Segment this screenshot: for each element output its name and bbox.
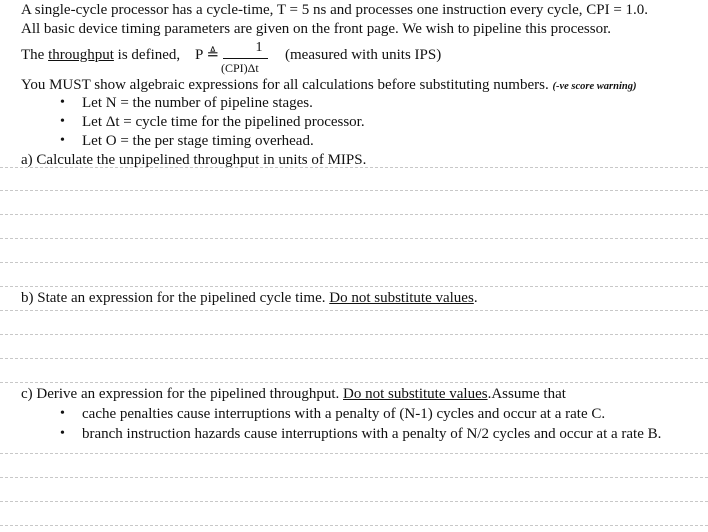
fraction-bar [223, 58, 268, 59]
question-b-text: b) State an expression for the pipelined cycle time. [21, 290, 330, 306]
throughput-definition [21, 46, 180, 64]
answer-line [0, 262, 708, 263]
answer-line [0, 358, 708, 359]
instruction-text: You MUST show algebraic expressions for all calculations before substituting numbers. [21, 77, 549, 93]
bullet-icon: • [60, 95, 65, 110]
bullet-icon: • [60, 114, 65, 129]
answer-line [0, 525, 708, 526]
throughput-prefix: The [21, 47, 49, 63]
question-b-emphasis: Do not substitute values [329, 290, 474, 306]
bullet-icon: • [60, 133, 65, 148]
answer-line [0, 286, 708, 287]
throughput-term: throughput [48, 47, 114, 63]
answer-line [0, 382, 708, 383]
fraction-denominator: (CPI)Δt [221, 61, 259, 75]
throughput-middle: is defined, [113, 47, 181, 63]
question-b [21, 289, 478, 307]
bullet-icon: • [60, 406, 65, 421]
intro-line-2: All basic device timing parameters are given on the front page. We wish to pipeline this processor. [21, 21, 612, 37]
answer-line [0, 477, 708, 478]
intro-line-1: A single-cycle processor has a cycle-time, T = 5 ns and processes one instruction every cycle, CPI = 1.0. [21, 2, 649, 18]
answer-line [0, 214, 708, 215]
fraction-numerator: 1 [255, 40, 263, 55]
answer-line [0, 310, 708, 311]
definition-o: Let O = the per stage timing overhead. [82, 133, 314, 149]
answer-line [0, 334, 708, 335]
answer-line [0, 238, 708, 239]
question-c-text: c) Derive an expression for the pipelined throughput. [21, 386, 343, 402]
instruction-line [21, 76, 636, 96]
question-a: a) Calculate the unpipelined throughput in units of MIPS. [21, 152, 367, 168]
throughput-units: (measured with units IPS) [285, 47, 442, 63]
bullet-icon: • [60, 426, 65, 441]
answer-line [0, 190, 708, 191]
definition-delta-t: Let Δt = cycle time for the pipelined processor. [82, 114, 365, 130]
question-c-suffix: .Assume that [487, 386, 566, 402]
throughput-symbol: P ≜ [195, 47, 220, 63]
question-b-suffix: . [473, 290, 478, 306]
answer-line [0, 167, 708, 168]
score-warning: (-ve score warning) [552, 81, 637, 92]
definition-n: Let N = the number of pipeline stages. [82, 95, 313, 111]
answer-line [0, 453, 708, 454]
question-c [21, 385, 566, 403]
answer-line [0, 501, 708, 502]
question-c-emphasis: Do not substitute values [343, 386, 488, 402]
cache-penalty-assumption: cache penalties cause interruptions with a penalty of (N-1) cycles and occur at a rate C. [82, 406, 606, 422]
branch-hazard-assumption: branch instruction hazards cause interruptions with a penalty of N/2 cycles and occur at a rate B. [82, 426, 662, 442]
